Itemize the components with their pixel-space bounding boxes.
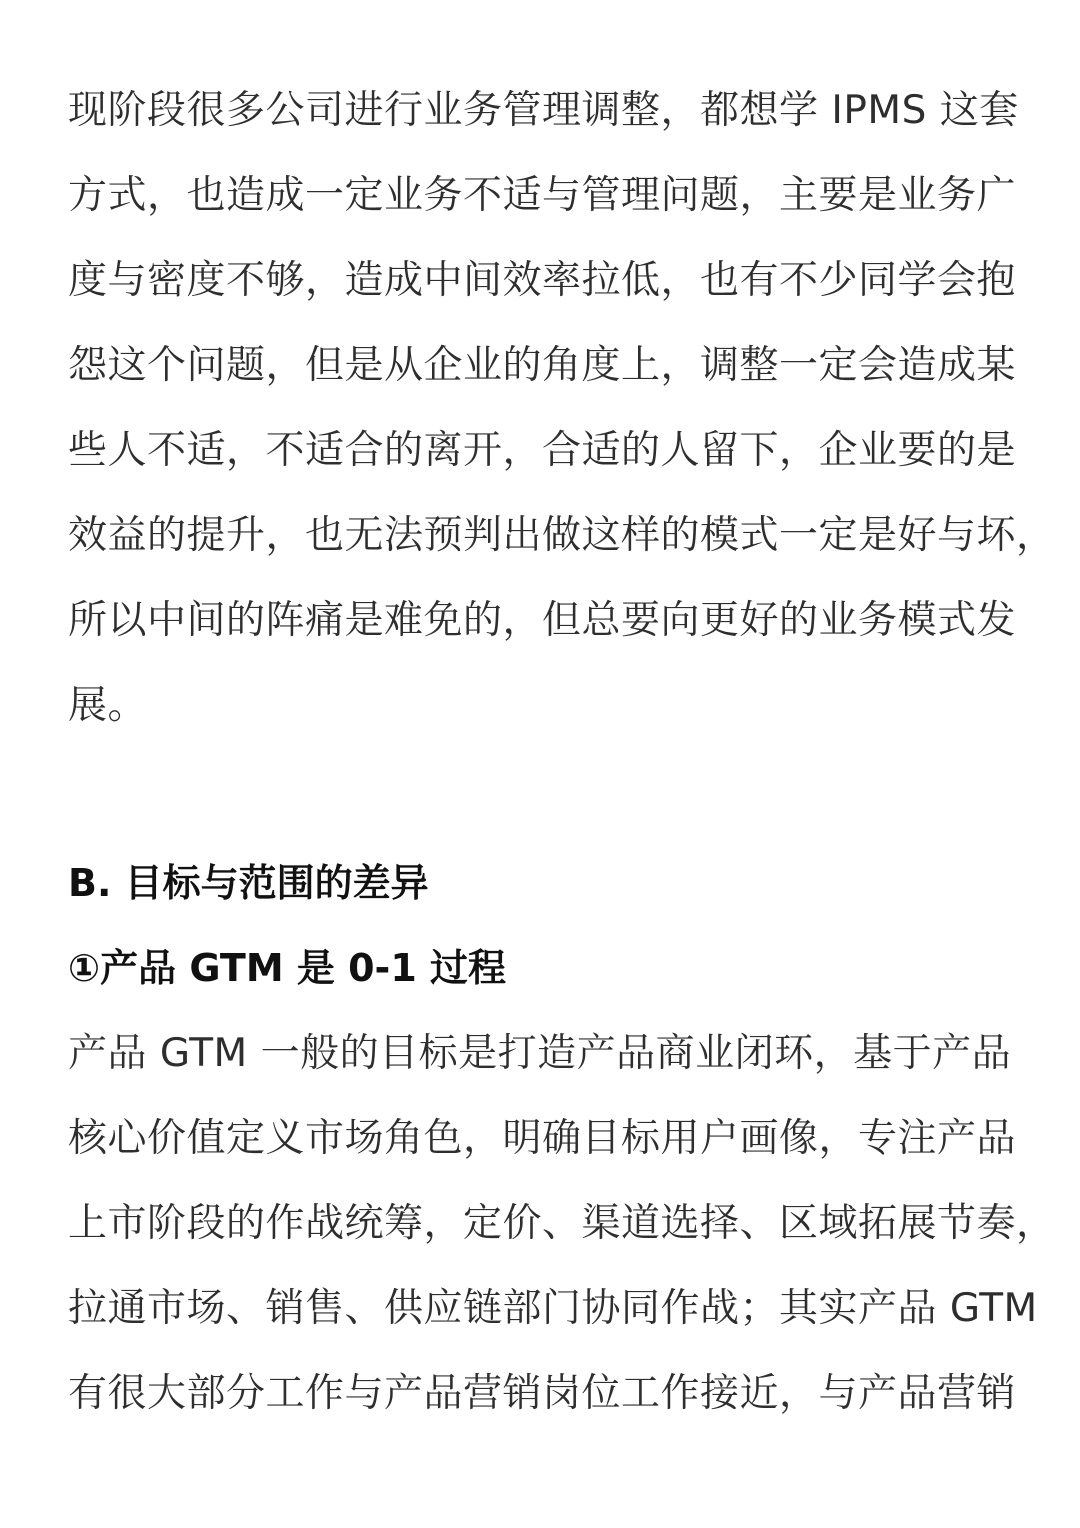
text-line: 度与密度不够，造成中间效率拉低，也有不少同学会抱 xyxy=(68,258,1017,303)
section-heading: B. 目标与范围的差异 xyxy=(68,861,429,905)
text-line: 些人不适，不适合的离开，合适的人留下，企业要的是 xyxy=(68,428,1017,473)
text-line: 产品 GTM 一般的目标是打造产品商业闭环，基于产品 xyxy=(68,1031,1012,1076)
subsection-heading: ①产品 GTM 是 0-1 过程 xyxy=(68,946,507,990)
text-line: 所以中间的阵痛是难免的，但总要向更好的业务模式发 xyxy=(68,598,1017,643)
paragraph-gtm xyxy=(68,1011,1056,1436)
text-line: 怨这个问题，但是从企业的角度上，调整一定会造成某 xyxy=(68,343,1017,388)
article-body xyxy=(68,68,1056,1436)
text-line: 核心价值定义市场角色，明确目标用户画像，专注产品 xyxy=(68,1116,1017,1161)
text-line: 效益的提升，也无法预判出做这样的模式一定是好与坏， xyxy=(68,513,1056,558)
text-line: 拉通市场、销售、供应链部门协同作战；其实产品 GTM xyxy=(68,1286,1038,1331)
text-line: 展。 xyxy=(68,683,148,728)
text-line: 上市阶段的作战统筹，定价、渠道选择、区域拓展节奏， xyxy=(68,1201,1056,1246)
paragraph-intro xyxy=(68,68,1056,748)
text-line: 现阶段很多公司进行业务管理调整，都想学 IPMS 这套 xyxy=(68,88,1019,133)
section-spacer xyxy=(68,748,1028,841)
text-line: 有很大部分工作与产品营销岗位工作接近，与产品营销 xyxy=(68,1371,1017,1416)
text-line: 方式，也造成一定业务不适与管理问题，主要是业务广 xyxy=(68,173,1017,218)
